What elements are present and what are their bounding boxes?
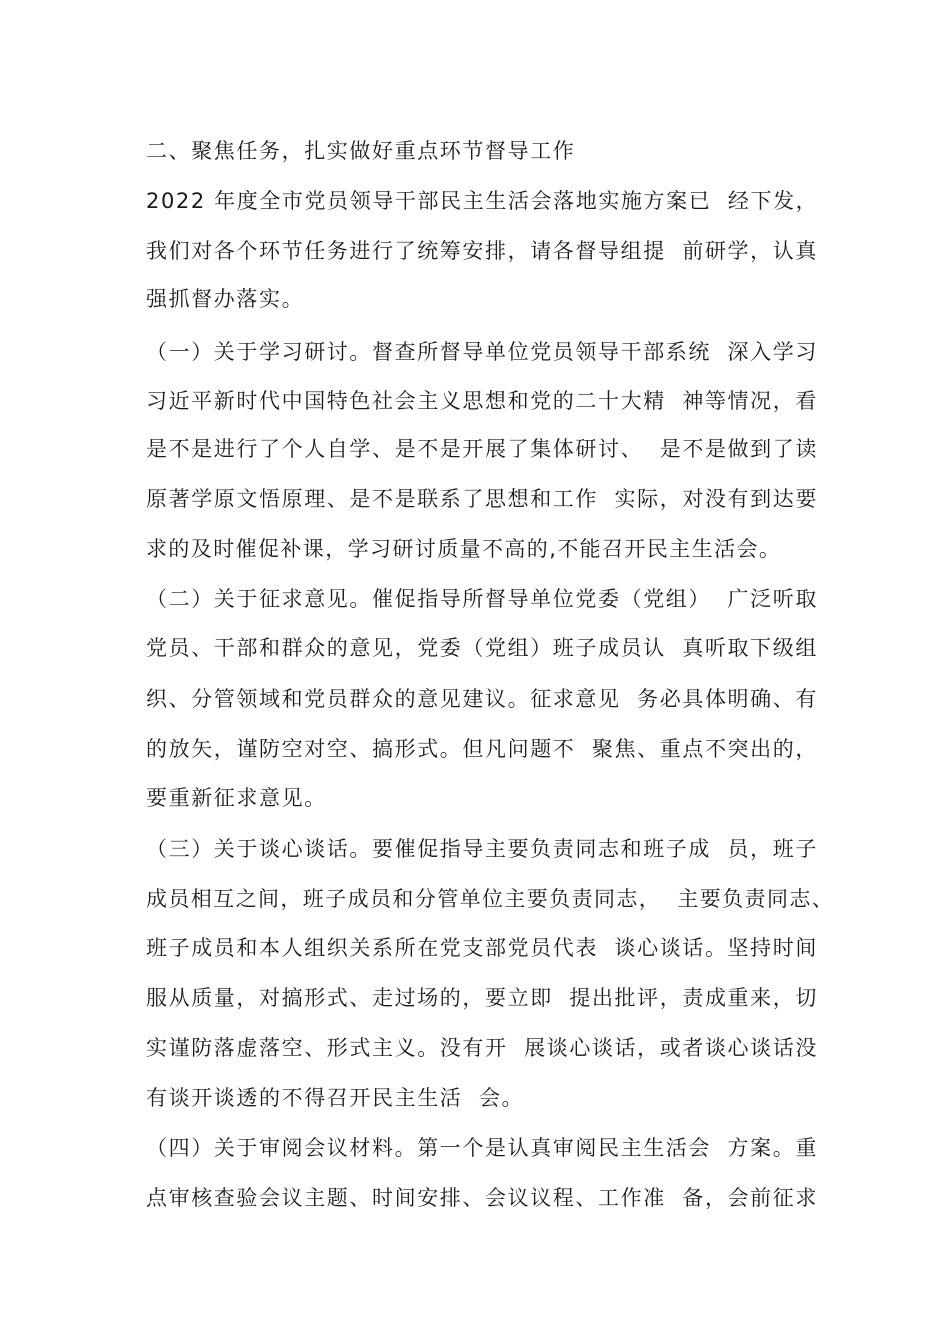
paragraph-line: 服从质量，对搞形式、走过场的，要立即 提出批评，责成重来，切 (146, 986, 818, 1010)
paragraph-line: 点审核查验会议主题、时间安排、会议议程、工作准 备，会前征求 (146, 1186, 818, 1210)
paragraph-line: 织、分管领域和党员群众的意见建议。征求意见 务必具体明确、有 (146, 687, 818, 711)
paragraph-line: 原著学原文悟原理、是不是联系了思想和工作 实际，对没有到达要 (146, 487, 818, 511)
paragraph-line: 是不是进行了个人自学、是不是开展了集体研讨、 是不是做到了读 (146, 437, 818, 461)
paragraph-line: （三）关于谈心谈话。要催促指导主要负责同志和班子成 员，班子 (146, 837, 818, 861)
paragraph-line: 的放矢，谨防空对空、搞形式。但凡问题不 聚焦、重点不突出的， (146, 737, 818, 761)
paragraph-line: 要重新征求意见。 (146, 786, 327, 810)
paragraph-line: 党员、干部和群众的意见，党委（党组）班子成员认 真听取下级组 (146, 636, 818, 660)
paragraph-line: （二）关于征求意见。催促指导所督导单位党委（党组） 广泛听取 (146, 587, 818, 611)
paragraph-line: 求的及时催促补课，学习研讨质量不高的,不能召开民主生活会。 (146, 537, 782, 561)
section-heading: 二、聚焦任务，扎实做好重点环节督导工作 (146, 139, 576, 163)
paragraph-line: 强抓督办落实。 (146, 287, 305, 311)
paragraph-line: 班子成员和本人组织关系所在党支部党员代表 谈心谈话。坚持时间 (146, 936, 818, 960)
paragraph-line: 2022 年度全市党员领导干部民主生活会落地实施方案已 经下发， (146, 189, 819, 213)
paragraph-line: （一）关于学习研讨。督查所督导单位党员领导干部系统 深入学习 (146, 340, 818, 364)
paragraph-line: 成员相互之间，班子成员和分管单位主要负责同志， 主要负责同志、 (146, 887, 835, 911)
paragraph-line: 习近平新时代中国特色社会主义思想和党的二十大精 神等情况，看 (146, 389, 818, 413)
paragraph-line: 我们对各个环节任务进行了统筹安排，请各督导组提 前研学，认真 (146, 239, 818, 263)
paragraph-line: 实谨防落虚落空、形式主义。没有开 展谈心谈话，或者谈心谈话没 (146, 1036, 818, 1060)
paragraph-line: 有谈开谈透的不得召开民主生活 会。 (146, 1086, 525, 1110)
paragraph-line: （四）关于审阅会议材料。第一个是认真审阅民主生活会 方案。重 (146, 1136, 818, 1160)
